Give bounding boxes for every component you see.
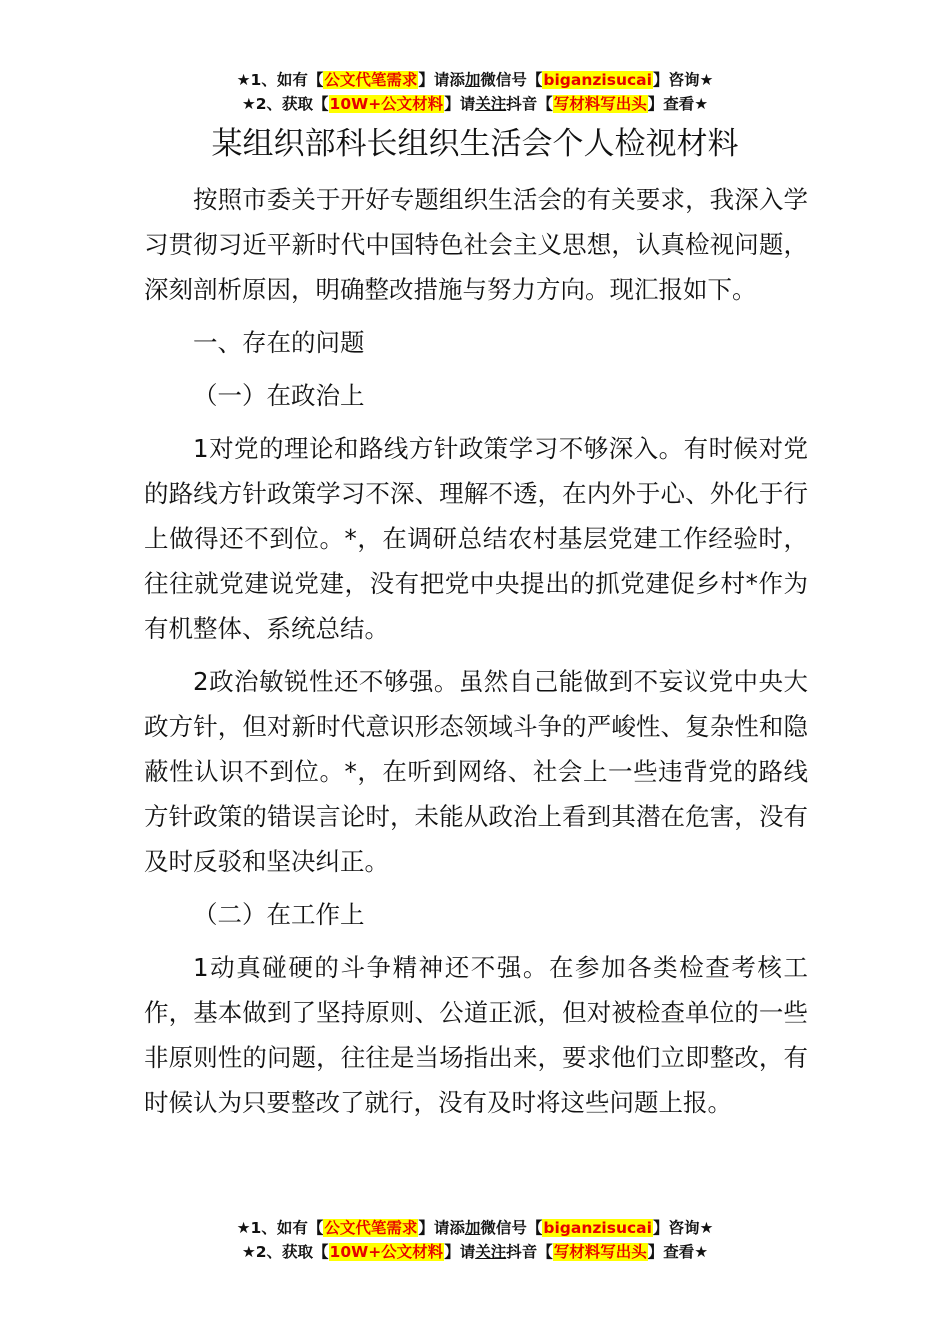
promo-text: 】请 xyxy=(444,95,476,113)
promo-text: 关注 xyxy=(475,1243,507,1261)
promo-text: 】查看★ xyxy=(647,95,709,113)
promo-line-1 xyxy=(0,68,950,92)
section-heading: 一、存在的问题 xyxy=(193,328,365,357)
promo-text: 微信号【 xyxy=(480,71,543,89)
promo-text: 抖音【 xyxy=(506,95,553,113)
promo-text: 微信号【 xyxy=(480,1219,543,1237)
promo-line-2 xyxy=(0,92,950,116)
promo-text: 关注 xyxy=(475,95,507,113)
promo-highlight: biganzisucai xyxy=(543,71,652,89)
promo-text: 抖音【 xyxy=(506,1243,553,1261)
promo-text: 】查看★ xyxy=(647,1243,709,1261)
promo-text: ★1、如有【 xyxy=(236,71,324,89)
promo-text: 】咨询★ xyxy=(652,1219,714,1237)
intro-paragraph: 按照市委关于开好专题组织生活会的有关要求，我深入学习贯彻习近平新时代中国特色社会主义思想，认真检视问题，深刻剖析原因，明确整改措施与努力方向。现汇报如下。 xyxy=(144,185,808,304)
promo-line-2 xyxy=(0,1240,950,1264)
promo-highlight: 写材料写出头 xyxy=(553,1243,647,1261)
promo-highlight: biganzisucai xyxy=(543,1219,652,1237)
promo-text: 】请 xyxy=(444,1243,476,1261)
document-body xyxy=(144,177,808,1133)
promo-text: ★2、获取【 xyxy=(241,1243,329,1261)
promo-text: 】请添 xyxy=(418,1219,465,1237)
promo-banner-top xyxy=(0,68,950,116)
promo-text: 】请添 xyxy=(418,71,465,89)
promo-text: ★1、如有【 xyxy=(236,1219,324,1237)
body-paragraph: 1对党的理论和路线方针政策学习不够深入。有时候对党的路线方针政策学习不深、理解不透，在内外于心、外化于行上做得还不到位。*，在调研总结农村基层党建工作经验时，往往就党建说党建，没有把党中央提出的抓党建促乡村*作为有机整体、系统总结。 xyxy=(144,434,808,643)
promo-text: 加 xyxy=(464,71,481,89)
document-title: 某组织部科长组织生活会个人检视材料 xyxy=(211,126,739,162)
promo-highlight: 公文代笔需求 xyxy=(324,1219,418,1237)
body-paragraph: 2政治敏锐性还不够强。虽然自己能做到不妄议党中央大政方针，但对新时代意识形态领域斗争的严峻性、复杂性和隐蔽性认识不到位。*，在听到网络、社会上一些违背党的路线方针政策的错误言论时，未能从政治上看到其潜在危害，没有及时反驳和坚决纠正。 xyxy=(144,667,808,876)
subsection-heading: （一）在政治上 xyxy=(193,381,365,410)
promo-highlight: 写材料写出头 xyxy=(553,95,647,113)
promo-text: ★2、获取【 xyxy=(241,95,329,113)
promo-highlight: 10W+公文材料 xyxy=(329,1243,444,1261)
subsection-heading: （二）在工作上 xyxy=(193,900,365,929)
promo-line-1 xyxy=(0,1216,950,1240)
body-paragraph: 1动真碰硬的斗争精神还不强。在参加各类检查考核工作，基本做到了坚持原则、公道正派，但对被检查单位的一些非原则性的问题，往往是当场指出来，要求他们立即整改，有时候认为只要整改了就行，没有及时将这些问题上报。 xyxy=(144,953,808,1117)
promo-highlight: 公文代笔需求 xyxy=(324,71,418,89)
promo-banner-bottom xyxy=(0,1216,950,1264)
promo-highlight: 10W+公文材料 xyxy=(329,95,444,113)
promo-text: 】咨询★ xyxy=(652,71,714,89)
promo-text: 加 xyxy=(464,1219,481,1237)
